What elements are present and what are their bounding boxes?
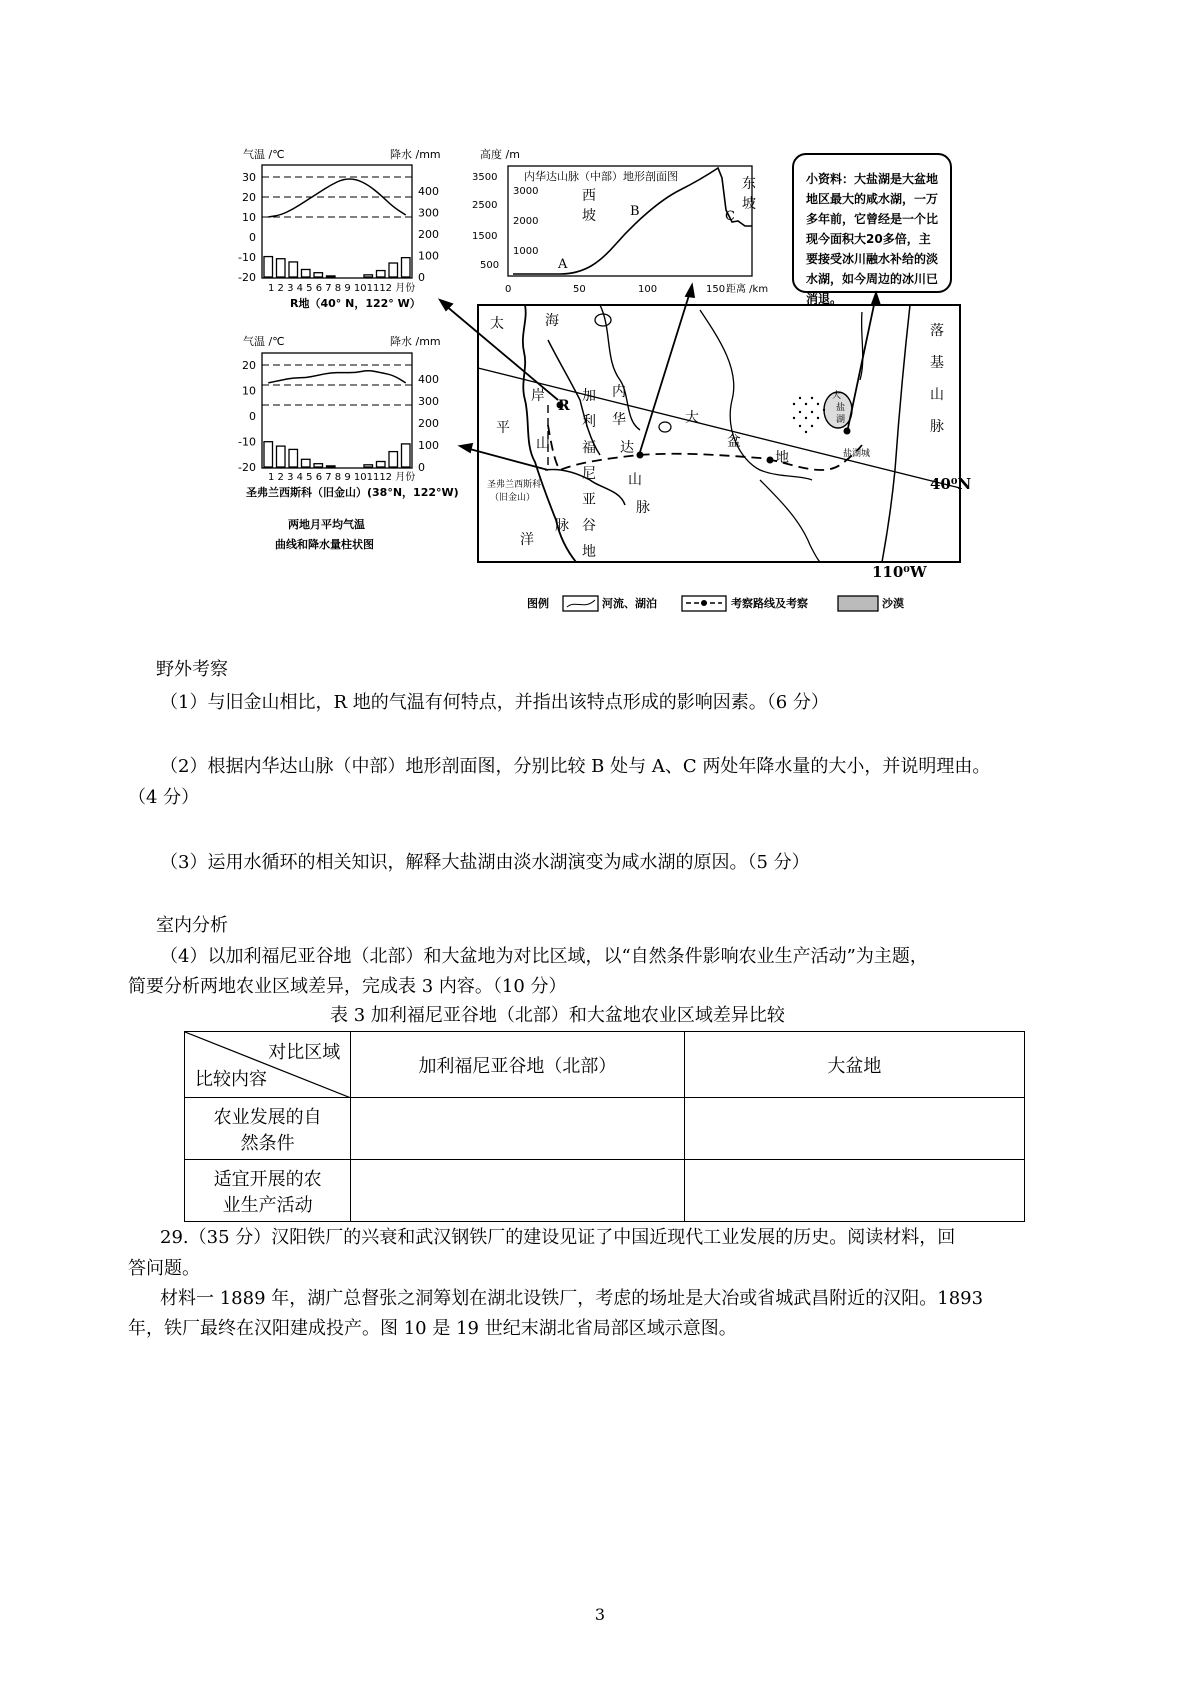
valley-label: 福 [582, 440, 596, 456]
r-right-tick: 400 [418, 185, 439, 198]
sf-temperature-curve [268, 371, 406, 383]
sierra-label: 山 [628, 472, 642, 488]
header-bottom: 比较内容 [195, 1069, 267, 1090]
profile-xtick-50: 50 [573, 284, 586, 295]
sf-right-tick: 100 [418, 439, 439, 452]
valley-label: 亚 [582, 492, 596, 508]
profile-ytick-1500: 1500 [472, 231, 498, 242]
indoor-heading: 室内分析 [156, 915, 228, 936]
row1-col2-cell[interactable] [684, 1098, 1024, 1160]
sf-ylabel-left: 气温 /℃ [243, 335, 285, 348]
profile-ytick-3000: 3000 [513, 186, 539, 197]
q4-line1: （4）以加利福尼亚谷地（北部）和大盆地为对比区域，以“自然条件影响农业生产活动”为主题， [160, 946, 928, 967]
sf-precip-bar [402, 444, 411, 467]
profile-xtick-100: 100 [638, 284, 658, 295]
r-ylabel-left: 气温 /℃ [243, 148, 285, 161]
r-precip-bar [389, 263, 398, 277]
table-header-diagonal [185, 1032, 351, 1098]
r-precip-bar [302, 269, 311, 277]
sf-precip-bar [364, 465, 373, 467]
sf-left-tick: 20 [242, 359, 256, 372]
r-left-tick: 0 [249, 231, 256, 244]
q4-line2: 简要分析两地农业区域差异，完成表 3 内容。（10 分） [128, 976, 567, 997]
q3: （3）运用水循环的相关知识，解释大盐湖由淡水湖演变为咸水湖的原因。（5 分） [160, 852, 810, 873]
header-col1: 加利福尼亚谷地（北部） [351, 1032, 684, 1098]
sierra-label: 华 [612, 412, 626, 428]
sierra-label: 达 [620, 440, 634, 456]
ocean-label: 洋 [520, 532, 534, 548]
sf-precip-bar [389, 452, 398, 467]
r-precip-bar [377, 271, 386, 277]
r-right-tick: 0 [418, 271, 425, 284]
material1-line1: 材料一 1889 年，湖广总督张之洞筹划在湖北设铁厂，考虑的场址是大冶或省城武昌附近的汉阳。1893 [160, 1288, 984, 1309]
r-temperature-curve [268, 179, 406, 217]
chart-footer-2: 曲线和降水量柱状图 [275, 538, 374, 551]
sf-precip-bar [314, 464, 323, 467]
header-col2: 大盆地 [684, 1032, 1024, 1098]
r-precip-bar [327, 276, 336, 277]
sf-right-tick: 300 [418, 395, 439, 408]
q2-line2: （4 分） [128, 787, 200, 808]
lake-label: 湖 [836, 415, 846, 425]
profile-ytick-2000: 2000 [513, 216, 539, 227]
profile-xtick-150: 150 [706, 284, 726, 295]
lake-label: 大 [832, 391, 842, 401]
r-precip-bar [314, 273, 323, 277]
chart-footer-1: 两地月平均气温 [288, 518, 365, 531]
ocean-label: 平 [496, 420, 510, 436]
valley-label: 谷 [582, 518, 596, 534]
header-top: 对比区域 [268, 1042, 341, 1063]
lake-label: 盐 [836, 403, 846, 413]
point-a: A [558, 257, 568, 272]
r-precip-bar [277, 259, 286, 277]
row2-col2-cell[interactable] [684, 1160, 1024, 1222]
profile-ytick-3500: 3500 [472, 172, 498, 183]
valley-label: 尼 [582, 466, 596, 482]
material1-line2: 年，铁厂最终在汉阳建成投产。图 10 是 19 世纪末湖北省局部区域示意图。 [128, 1318, 737, 1339]
profile-xtick-0: 0 [505, 284, 512, 295]
profile-ytick-2500: 2500 [472, 200, 498, 211]
q1: （1）与旧金山相比，R 地的气温有何特点，并指出该特点形成的影响因素。（6 分） [160, 692, 829, 713]
profile-title: 内华达山脉（中部）地形剖面图 [524, 170, 678, 183]
basin-label: 地 [775, 450, 789, 466]
sierra-label: 内 [612, 384, 626, 400]
coast-range-label: 山 [536, 436, 550, 452]
row2-col1-cell[interactable] [351, 1160, 684, 1222]
point-c: C [725, 209, 735, 224]
sf-left-tick: 10 [242, 384, 256, 398]
legend-title: 图例 [527, 597, 549, 610]
q29-line1: 29.（35 分）汉阳铁厂的兴衰和武汉钢铁厂的建设见证了中国近现代工业发展的历史。阅读材料，回 [160, 1227, 956, 1248]
valley-label: 利 [582, 414, 596, 430]
sf-ylabel-right: 降水 /mm [390, 335, 441, 348]
r-right-tick: 200 [418, 228, 439, 241]
point-r: R [558, 398, 570, 414]
info-box: 小资料：大盐湖是大盆地地区最大的咸水湖，一万多年前，它曾经是一个比现今面积大20多倍，主要接受冰川融水补给的淡水湖，如今周边的冰川已消退。 [792, 153, 952, 293]
sf-precip-bar [264, 442, 273, 467]
lon-label: 110⁰W [872, 563, 927, 581]
sf-right-tick: 0 [418, 461, 425, 474]
profile-xlabel: 距离 /km [726, 284, 769, 295]
r-caption: R地（40° N，122° W） [290, 297, 421, 310]
r-precip-bar [289, 262, 298, 277]
r-left-tick: -20 [238, 271, 256, 284]
legend-river: 河流、湖泊 [602, 597, 657, 610]
sf-caption: 圣弗兰西斯科（旧金山）(38°N，122°W) [246, 486, 459, 499]
legend [527, 596, 904, 611]
lat-label: 40⁰N [930, 475, 972, 493]
q29-line2: 答问题。 [128, 1258, 200, 1279]
r-month-labels: 1 2 3 4 5 6 7 8 9 101112 月份 [268, 283, 416, 294]
legend-route: 考察路线及考察 [731, 597, 808, 610]
figure [0, 0, 1200, 620]
row1-label: 农业发展的自 然条件 [185, 1098, 351, 1160]
east-slope-2: 坡 [742, 196, 756, 212]
field-heading: 野外考察 [156, 659, 228, 680]
climate-chart-sf [238, 334, 459, 551]
q2-line1: （2）根据内华达山脉（中部）地形剖面图，分别比较 B 处与 A、C 两处年降水量的大小，并说明理由。 [160, 756, 991, 777]
sf-label-1: 圣弗兰西斯科 [487, 480, 542, 490]
city-label: 盐湖城 [843, 449, 871, 459]
sf-precip-bar [327, 466, 336, 467]
west-slope-2: 坡 [582, 208, 596, 224]
r-right-tick: 100 [418, 249, 439, 263]
r-precip-bar [364, 275, 373, 277]
table-caption: 表 3 加利福尼亚谷地（北部）和大盆地农业区域差异比较 [330, 1005, 785, 1026]
sf-label-2: （旧金山） [490, 493, 536, 503]
sf-month-labels: 1 2 3 4 5 6 7 8 9 101112 月份 [268, 472, 416, 483]
r-precip-bar [264, 257, 273, 277]
row1-col1-cell[interactable] [351, 1098, 684, 1160]
map [440, 285, 971, 581]
ocean-label: 太 [490, 316, 504, 332]
profile-chart [472, 147, 768, 295]
valley-label: 地 [582, 544, 596, 560]
sf-precip-bar [302, 459, 311, 467]
profile-ytick-500: 500 [480, 260, 500, 271]
west-slope-1: 西 [582, 188, 596, 204]
sierra-label: 脉 [636, 500, 650, 516]
r-right-tick: 300 [418, 206, 439, 220]
row2-label: 适宜开展的农 业生产活动 [185, 1160, 351, 1222]
basin-label: 盆 [727, 434, 741, 450]
profile-ylabel: 高度 /m [480, 148, 520, 161]
sf-precip-bar [277, 446, 286, 467]
r-left-tick: -10 [238, 251, 256, 264]
sf-right-tick: 200 [418, 417, 439, 430]
r-left-tick: 20 [242, 191, 256, 204]
legend-desert: 沙漠 [882, 597, 904, 610]
rockies-label: 脉 [930, 419, 944, 435]
rockies-label: 落 [930, 323, 944, 339]
sf-precip-bar [377, 462, 386, 468]
rockies-label: 山 [930, 387, 944, 403]
sf-left-tick: -20 [238, 461, 256, 474]
sf-precip-bar [289, 449, 298, 467]
basin-label: 大 [685, 410, 699, 426]
sf-left-tick: 0 [249, 410, 256, 423]
sf-right-tick: 400 [418, 373, 439, 386]
east-slope-1: 东 [742, 176, 756, 192]
r-ylabel-right: 降水 /mm [390, 148, 441, 161]
valley-label: 加 [582, 388, 596, 404]
coast-range-label: 岸 [531, 388, 545, 404]
r-left-tick: 10 [242, 211, 256, 224]
table-3 [184, 1031, 1025, 1222]
r-precip-bar [402, 258, 411, 277]
climate-chart-r [238, 147, 441, 310]
sf-left-tick: -10 [238, 435, 256, 449]
coast-range-label: 脉 [555, 518, 569, 534]
profile-ytick-1000: 1000 [513, 246, 539, 257]
coast-range-label: 海 [545, 313, 559, 329]
r-left-tick: 30 [242, 171, 256, 184]
page-number: 3 [594, 1605, 606, 1624]
figure-svg [0, 0, 1200, 620]
point-b: B [630, 204, 640, 219]
rockies-label: 基 [930, 355, 944, 371]
